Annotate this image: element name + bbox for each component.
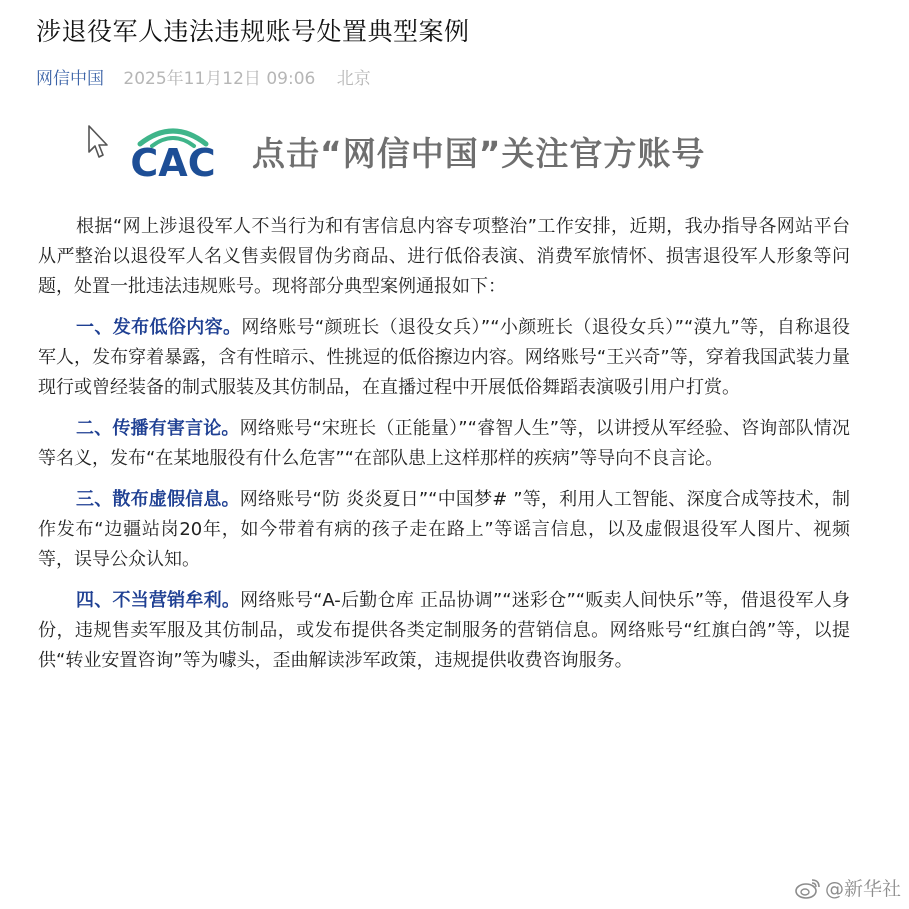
section-text: 网络账号“A-后勤仓库 正品协调”“迷彩仓”“贩卖人间快乐”等，借退役军人身份，违规售卖军服及其仿制品，或发布提供各类定制服务的营销信息。网络账号“红旗白鸽”等，以提供“转业安置咨询”等为噱头，歪曲解读涉军政策，违规提供收费咨询服务。 <box>38 590 850 671</box>
article-meta <box>36 64 371 89</box>
section-text: 网络账号“宋班长（正能量）”“睿智人生”等，以讲授从军经验、咨询部队情况等名义，发布“在某地服役有什么危害”“在部队患上这样那样的疾病”等导向不良言论。 <box>38 418 850 469</box>
cac-logo-text: CAC <box>130 141 216 180</box>
source-link[interactable]: 网信中国 <box>36 69 104 89</box>
publish-location: 北京 <box>336 69 371 89</box>
banner-slogan: 点击“网信中国”关注官方账号 <box>252 134 706 173</box>
section-heading: 四、不当营销牟利。 <box>76 590 241 611</box>
intro-paragraph: 根据“网上涉退役军人不当行为和有害信息内容专项整治”工作安排，近期，我办指导各网站平台从严整治以退役军人名义售卖假冒伪劣商品、进行低俗表演、消费军旅情怀、损害退役军人形象等问题，处置一批违法违规账号。现将部分典型案例通报如下： <box>38 216 850 297</box>
weibo-icon <box>795 877 821 899</box>
section-text: 网络账号“防 炎炎夏日”“中国梦# ”等，利用人工智能、深度合成等技术，制作发布“边疆站岗20年，如今带着有病的孩子走在路上”等谣言信息，以及虚假退役军人图片、视频等，误导公众认知。 <box>38 489 851 570</box>
section-heading: 二、传播有害言论。 <box>76 418 240 439</box>
section-heading: 一、发布低俗内容。 <box>76 317 242 338</box>
section-paragraph <box>38 485 850 575</box>
article-body <box>38 212 850 687</box>
section-heading: 三、散布虚假信息。 <box>76 489 240 510</box>
section-paragraph <box>38 313 850 403</box>
cac-logo <box>118 122 228 180</box>
publish-datetime: 2025年11月12日 09:06 <box>123 69 316 89</box>
mouse-cursor-icon <box>86 124 112 160</box>
section-text: 网络账号“颜班长（退役女兵）”“小颜班长（退役女兵）”“漠九”等，自称退役军人，发布穿着暴露，含有性暗示、性挑逗的低俗擦边内容。网络账号“王兴奇”等，穿着我国武装力量现行或曾经装备的制式服装及其仿制品，在直播过程中开展低俗舞蹈表演吸引用户打赏。 <box>38 317 850 398</box>
article-title: 涉退役军人违法违规账号处置典型案例 <box>36 17 470 46</box>
section-paragraph <box>38 586 850 676</box>
watermark <box>795 874 901 901</box>
section-paragraph <box>38 414 850 474</box>
follow-banner[interactable] <box>86 120 786 190</box>
watermark-text: @新华社 <box>824 878 901 900</box>
